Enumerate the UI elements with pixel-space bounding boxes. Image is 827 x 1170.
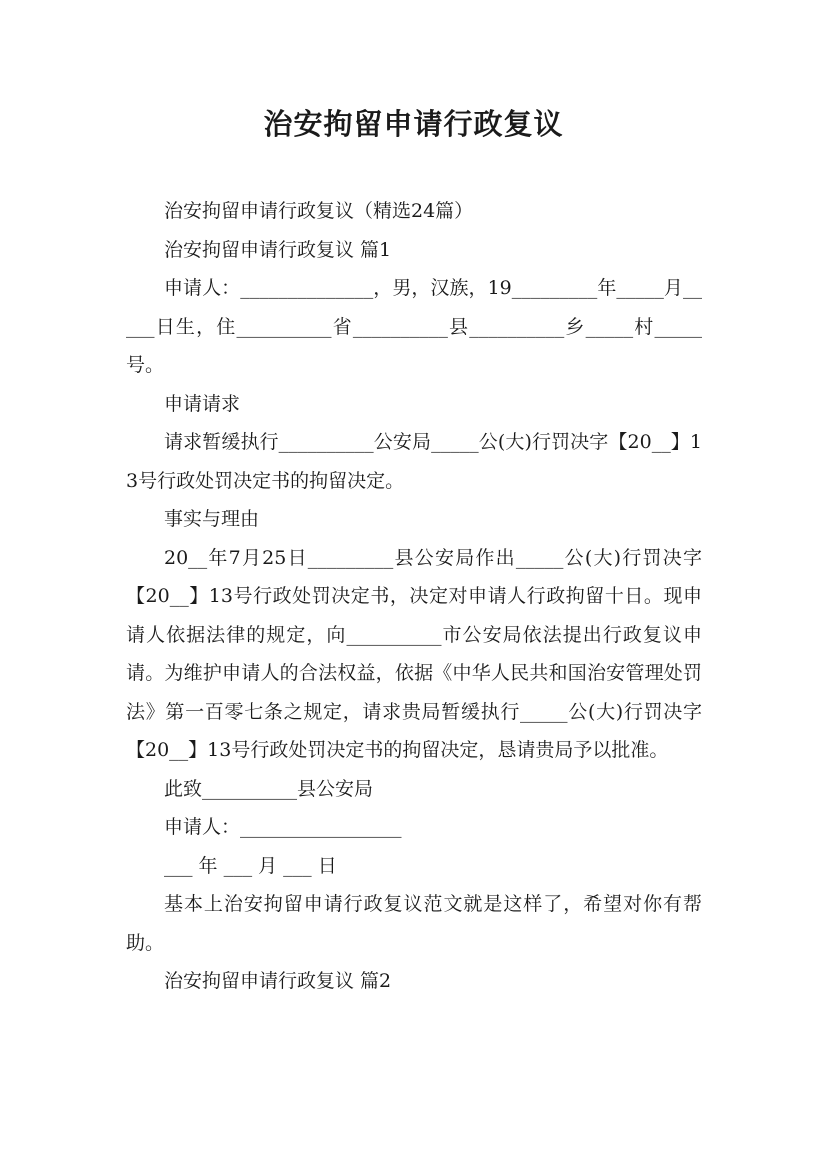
signature-line: 申请人：_________________ (164, 816, 402, 838)
document-body (126, 192, 702, 1001)
document-title: 治安拘留申请行政复议 (263, 107, 564, 141)
facts-heading: 事实与理由 (164, 508, 260, 530)
section-heading-1: 治安拘留申请行政复议 篇1 (164, 238, 392, 261)
closing-paragraph: 基本上治安拘留申请行政复议范文就是这样了，希望对你有帮助。 (126, 893, 702, 954)
facts-paragraph: 20__年7月25日_________县公安局作出_____公(大)行罚决字【20__】13号行政处罚决定书，决定对申请人行政拘留十日。现申请人依据法律的规定，向__________市公安局依法提出行政复议申请。为维护申请人的合法权益，依据《中华人民共和国治安管理处罚法》第一百零七条之规定，请求贵局暂缓执行_____公(大)行罚决字【20__】13号行政处罚决定书的拘留决定，恳请贵局予以批准。 (126, 546, 702, 761)
date-line: ___ 年 ___ 月 ___ 日 (164, 854, 337, 877)
request-heading: 申请请求 (164, 392, 241, 415)
summary-line: 治安拘留申请行政复议（精选24篇） (164, 200, 474, 222)
salutation-line: 此致__________县公安局 (164, 777, 374, 800)
section-heading-2: 治安拘留申请行政复议 篇2 (164, 970, 392, 992)
applicant-info-paragraph: 申请人：______________，男，汉族，19_________年_____月_____日生，住__________省__________县__________乡_____村_____号。 (126, 277, 702, 376)
request-paragraph: 请求暂缓执行__________公安局_____公(大)行罚决字【20__】13号行政处罚决定书的拘留决定。 (126, 431, 702, 492)
